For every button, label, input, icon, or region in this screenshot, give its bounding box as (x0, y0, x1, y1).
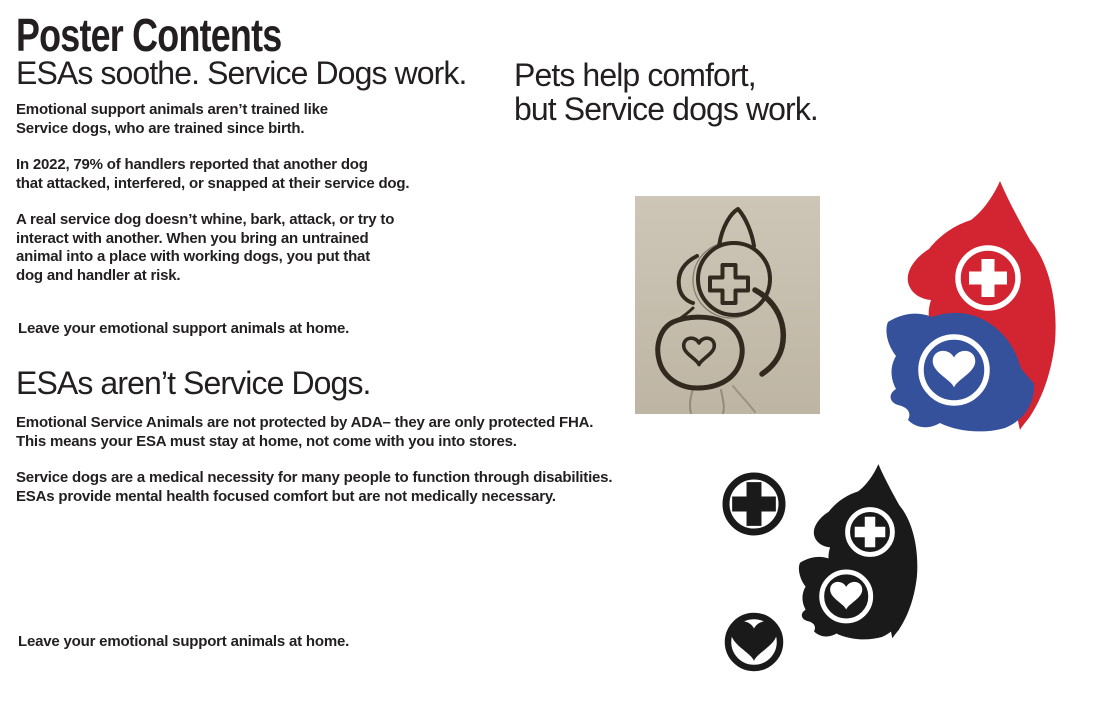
text-line: interact with another. When you bring an untrained (16, 229, 369, 247)
text-line: animal into a place with working dogs, you put that (16, 248, 370, 265)
service-dog-logo-black-group (700, 460, 920, 682)
section1-heading: ESAs soothe. Service Dogs work. (16, 55, 467, 91)
text-line: Emotional support animals aren’t trained like (16, 101, 328, 118)
text-line: Emotional Service Animals are not protected by ADA– they are only protected FHA. (16, 414, 594, 431)
heart-badge-icon (728, 616, 780, 668)
service-dog-logo-black (799, 464, 917, 639)
text-line: ESAs provide mental health focused comfort but are not medically necessary. (16, 487, 556, 505)
section1-paragraph-3 (16, 211, 394, 285)
section2-heading: ESAs aren’t Service Dogs. (16, 365, 371, 401)
section2-paragraph-2 (16, 469, 612, 506)
text-line: This means your ESA must stay at home, not come with you into stores. (16, 432, 517, 450)
concept-sketch-photo (635, 196, 820, 414)
page-title: Poster Contents (16, 9, 282, 61)
text-line: Service dogs, who are trained since birth. (16, 119, 305, 137)
section2-paragraph-1 (16, 414, 593, 451)
text-line: Service dogs are a medical necessity for many people to function through disabilities. (16, 469, 613, 486)
service-dog-logo-color (878, 178, 1058, 434)
text-line: In 2022, 79% of handlers reported that another dog (16, 156, 368, 173)
text-line: Pets help comfort, (514, 57, 756, 93)
text-line: that attacked, interfered, or snapped at their service dog. (16, 174, 410, 192)
medical-cross-badge-icon (726, 476, 782, 532)
section2-callout: Leave your emotional support animals at home. (18, 633, 350, 650)
text-line: but Service dogs work. (514, 91, 818, 127)
right-heading (514, 58, 818, 126)
section1-paragraph-1 (16, 101, 328, 138)
text-line: A real service dog doesn’t whine, bark, attack, or try to (16, 211, 395, 228)
section1-paragraph-2 (16, 156, 409, 193)
section1-callout: Leave your emotional support animals at home. (18, 320, 350, 337)
text-line: dog and handler at risk. (16, 266, 181, 284)
